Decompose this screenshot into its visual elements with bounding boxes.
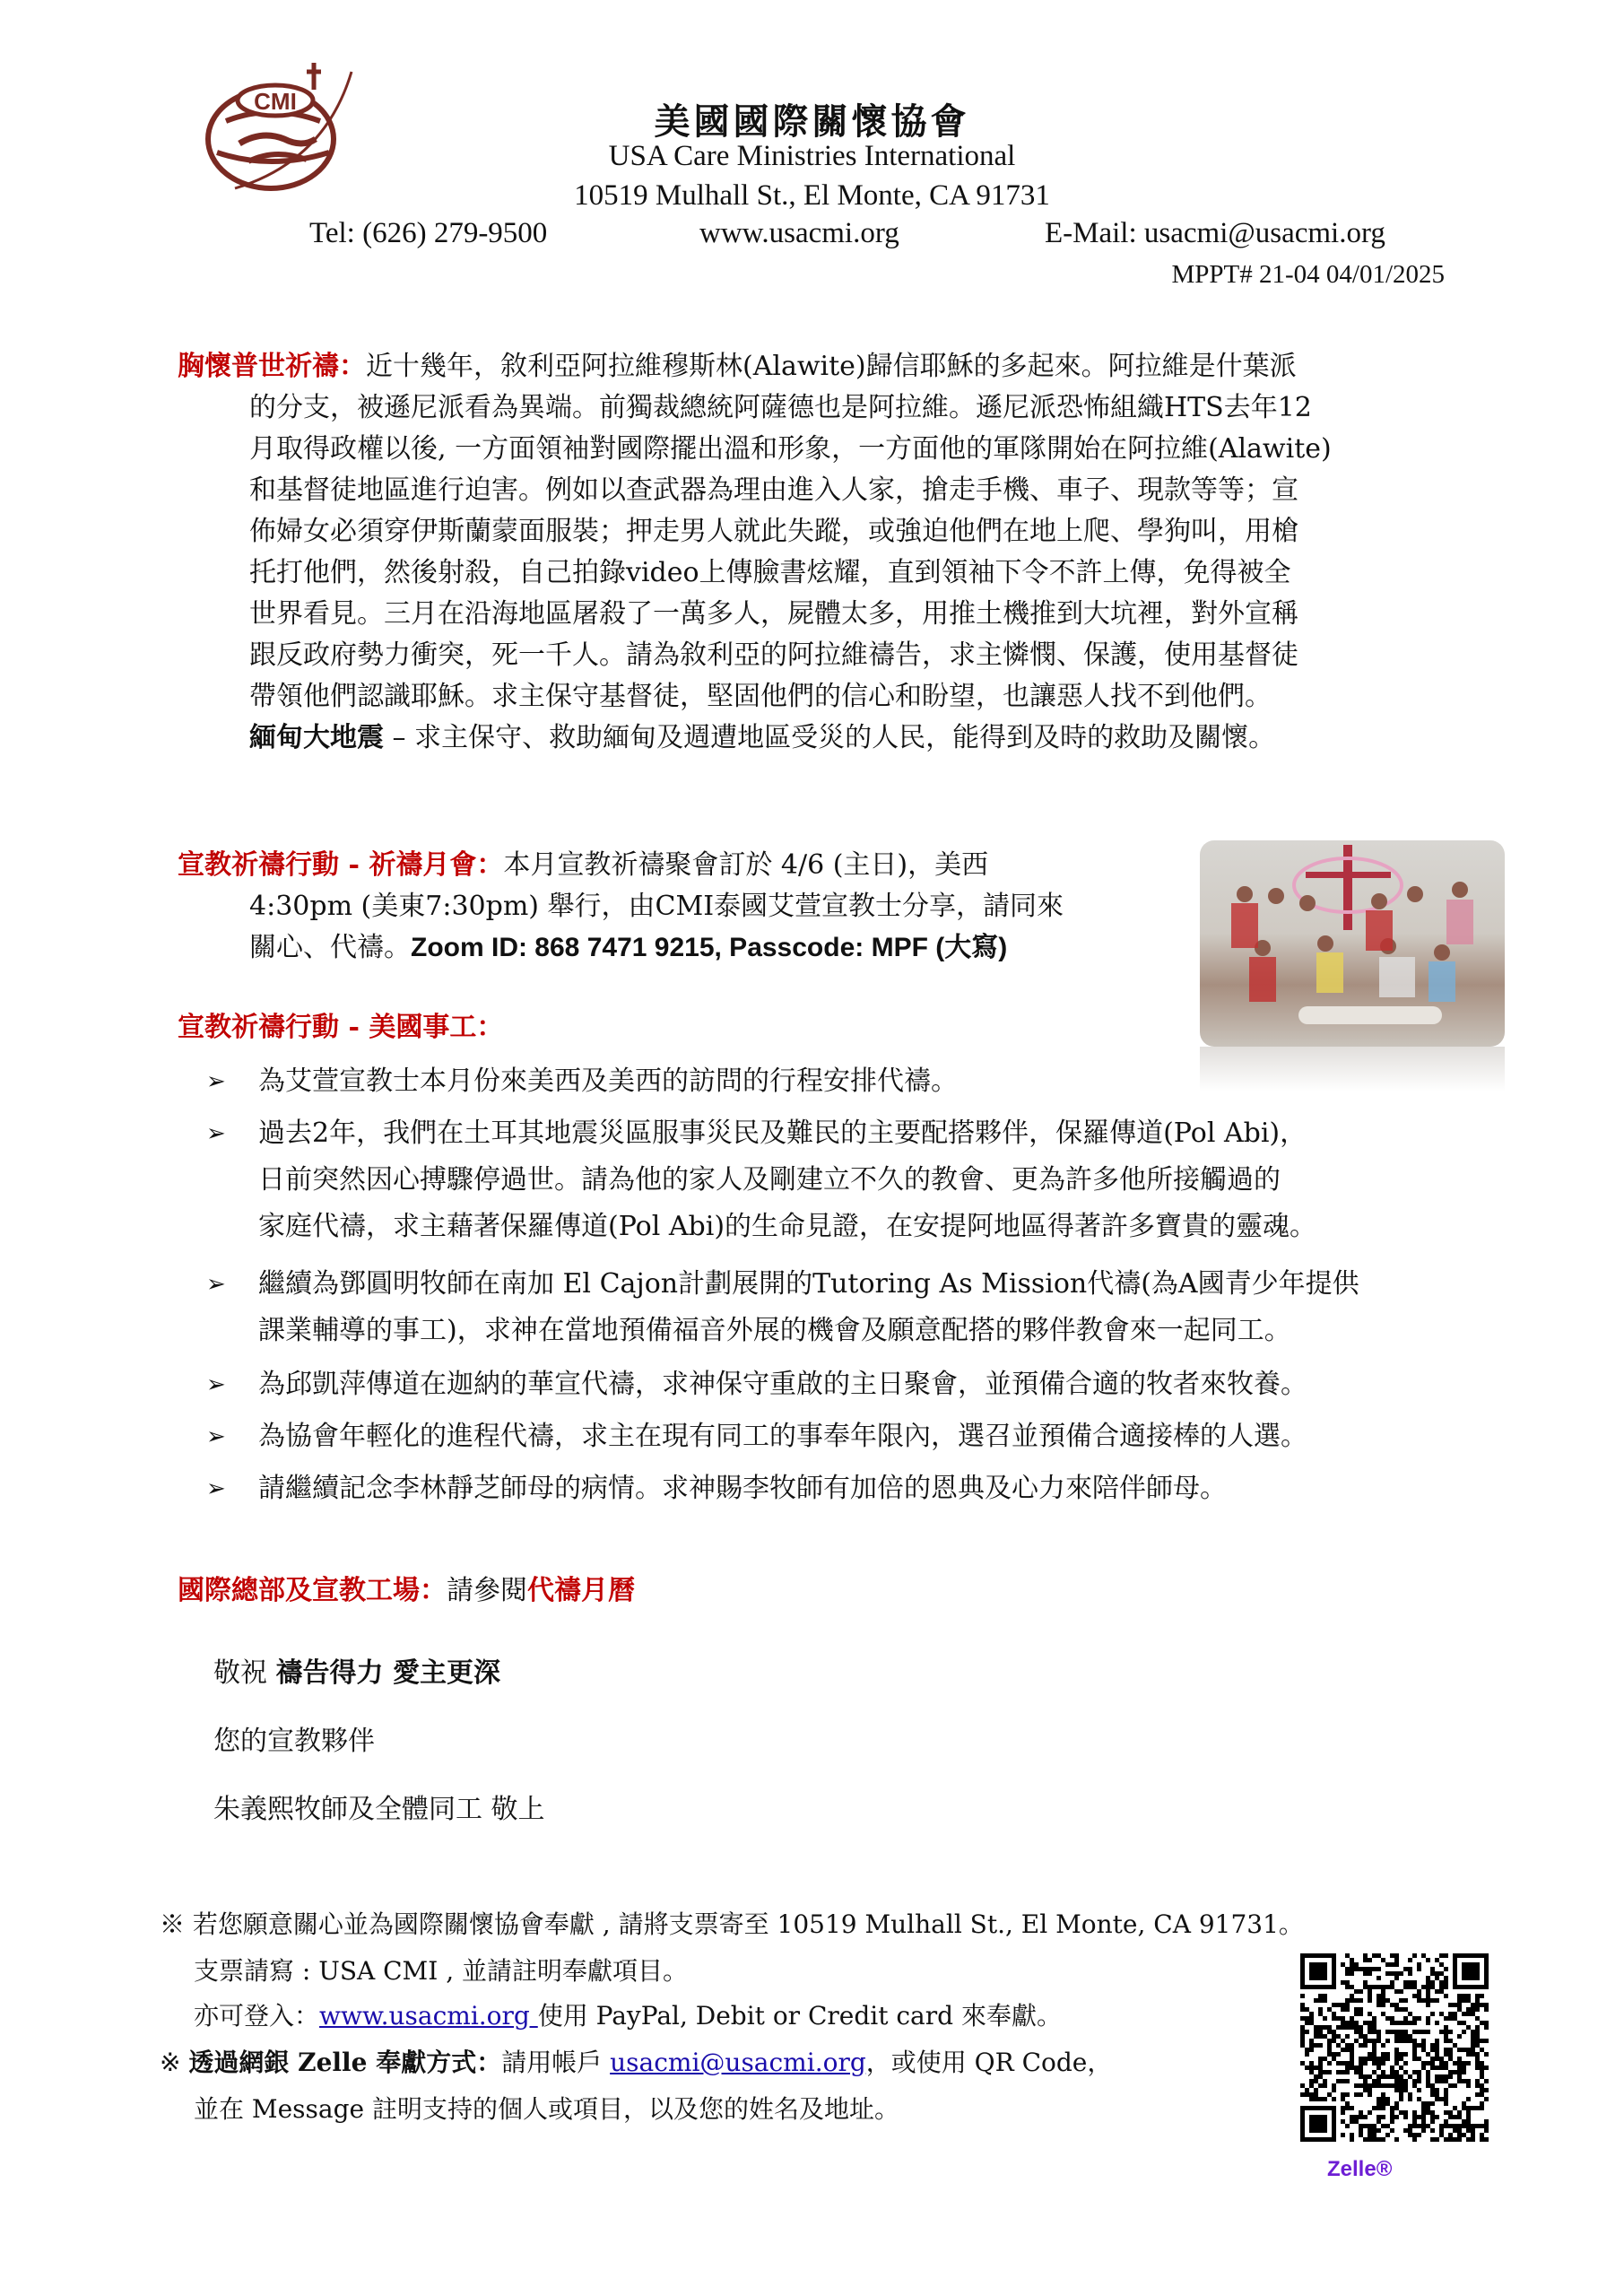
zoom-meeting-info: Zoom ID: 868 7471 9215, Passcode: MPF (大寫)	[411, 933, 1008, 962]
org-name-chinese: 美國國際關懷協會	[654, 100, 970, 143]
document-id: MPPT# 21-04 04/01/2025	[1171, 260, 1445, 289]
paragraph-line: 佈婦女必須穿伊斯蘭蒙面服裝；押走男人就此失蹤，或強迫他們在地上爬、學狗叫，用槍	[249, 516, 1298, 547]
myanmar-title: 緬甸大地震	[249, 722, 384, 753]
section-monthly-prayer-meeting	[178, 845, 1182, 969]
section-title: 國際總部及宣教工場：	[178, 1575, 447, 1606]
org-phone: Tel: (626) 279-9500	[309, 217, 548, 249]
closing-signature: 朱義熙牧師及全體同工 敬上	[213, 1794, 545, 1825]
paragraph-line: 4:30pm (美東7:30pm) 舉行，由CMI泰國艾萱宣教士分享，請同來	[249, 891, 1064, 922]
arrow-bullet-icon: ➢	[206, 1423, 226, 1450]
zelle-qr-code[interactable]	[1300, 1953, 1489, 2142]
arrow-bullet-icon: ➢	[206, 1475, 226, 1502]
arrow-bullet-icon: ➢	[206, 1068, 226, 1095]
paragraph-line: 胸懷普世祈禱：近十幾年，敘利亞阿拉維穆斯林(Alawite)歸信耶穌的多起來。阿拉維是什葉派	[178, 351, 1297, 382]
org-email: E-Mail: usacmi@usacmi.org	[1045, 217, 1385, 249]
prayer-list-item: ➢ 為艾萱宣教士本月份來美西及美西的訪問的行程安排代禱。	[206, 1058, 1578, 1105]
paragraph-line: 的分支，被遜尼派看為異端。前獨裁總統阿薩德也是阿拉維。遜尼派恐怖組織HTS去年12	[249, 392, 1312, 423]
paragraph-line: 跟反政府勢力衝突，死一千人。請為敘利亞的阿拉維禱告，求主憐憫、保護，使用基督徒	[249, 639, 1298, 671]
myanmar-earthquake-line: 緬甸大地震 – 求主保守、救助緬甸及週遭地區受災的人民，能得到及時的救助及關懷。	[249, 722, 1276, 753]
online-donation-info: 亦可登入：www.usacmi.org 使用 PayPal, Debit or Credit card 來奉獻。	[194, 2001, 1062, 2031]
arrow-bullet-icon: ➢	[206, 1120, 226, 1147]
prayer-list-item: ➢ 為邱凱萍傳道在迦納的華宣代禱，求神保守重啟的主日聚會，並預備合適的牧者來牧養。	[206, 1361, 1578, 1408]
paragraph-line: 月取得政權以後, 一方面領袖對國際擺出溫和形象，一方面他的軍隊開始在阿拉維(Alawite)	[249, 433, 1332, 465]
zelle-email-link[interactable]: usacmi@usacmi.org	[610, 2048, 866, 2077]
arrow-bullet-icon: ➢	[206, 1271, 226, 1298]
group-photo	[1200, 840, 1505, 1047]
zelle-message-info: 並在 Message 註明支持的個人或項目，以及您的姓名及地址。	[194, 2094, 899, 2124]
closing-partner: 您的宣教夥伴	[213, 1726, 375, 1757]
check-payable-info: 支票請寫 : USA CMI , 並請註明奉獻項目。	[194, 1956, 688, 1986]
prayer-list-item: ➢ 繼續為鄧圓明牧師在南加 El Cajon計劃展開的Tutoring As Mission代禱(為A國青少年提供 課業輔導的事工)，求神在當地預備福音外展的機會及願意配搭的夥伴教會來一起同工。	[206, 1261, 1578, 1354]
section-title: 宣教祈禱行動 - 祈禱月會：	[178, 849, 504, 881]
section-title-us-ministry: 宣教祈禱行動 - 美國事工：	[178, 1012, 504, 1043]
org-website: www.usacmi.org	[699, 217, 899, 249]
paragraph-line: 宣教祈禱行動 - 祈禱月會：本月宣教祈禱聚會訂於 4/6 (主日)，美西	[178, 849, 989, 881]
prayer-calendar-link[interactable]: 代禱月曆	[527, 1575, 635, 1606]
paragraph-line: 和基督徒地區進行迫害。例如以查武器為理由進入人家，搶走手機、車子、現款等等；宣	[249, 474, 1298, 506]
section-global-prayer	[178, 346, 1576, 759]
closing-greeting: 敬祝 禱告得力 愛主更深	[213, 1657, 500, 1689]
prayer-list-item: ➢ 為協會年輕化的進程代禱，求主在現有同工的事奉年限內，選召並預備合適接棒的人選。	[206, 1413, 1578, 1460]
paragraph-line: 帶領他們認識耶穌。求主保守基督徒，堅固他們的信心和盼望，也讓惡人找不到他們。	[249, 681, 1272, 712]
zelle-logo: Zelle®	[1327, 2157, 1393, 2181]
org-name-english: USA Care Ministries International	[608, 140, 1016, 172]
section-international-hq: 國際總部及宣教工場：請參閱代禱月曆	[178, 1575, 635, 1606]
org-address: 10519 Mulhall St., El Monte, CA 91731	[574, 179, 1050, 212]
paragraph-line: 托打他們，然後射殺，自己拍錄video上傳臉書炫耀，直到領袖下令不許上傳，免得被全	[249, 557, 1291, 588]
logo-text: CMI	[254, 88, 297, 115]
arrow-bullet-icon: ➢	[206, 1371, 226, 1398]
website-link[interactable]: www.usacmi.org	[319, 2001, 538, 2031]
prayer-list-item: ➢ 過去2年，我們在土耳其地震災區服事災民及難民的主要配搭夥伴，保羅傳道(Pol Abi)， 日前突然因心搏驟停過世。請為他的家人及剛建立不久的教會、更為許多他所接觸過的 家庭代禱，求主藉著保羅傳道(Pol Abi)的生命見證，在安提阿地區得著許多寶貴的靈魂。	[206, 1110, 1578, 1250]
paragraph-line: 世界看見。三月在沿海地區屠殺了一萬多人，屍體太多，用推土機推到大坑裡，對外宣稱	[249, 598, 1298, 630]
paragraph-line: 關心、代禱。Zoom ID: 868 7471 9215, Passcode: MPF (大寫)	[249, 932, 1008, 963]
donation-mail-info: ※ 若您願意關心並為國際關懷協會奉獻 , 請將支票寄至 10519 Mulhall St., El Monte, CA 91731。	[160, 1909, 1304, 1939]
zelle-donation-info: ※ 透過網銀 Zelle 奉獻方式：請用帳戶 usacmi@usacmi.org，或使用 QR Code，	[160, 2048, 1113, 2077]
section-title: 胸懷普世祈禱：	[178, 351, 366, 382]
prayer-list-item: ➢ 請繼續記念李林靜芝師母的病情。求神賜李牧師有加倍的恩典及心力來陪伴師母。	[206, 1465, 1578, 1512]
